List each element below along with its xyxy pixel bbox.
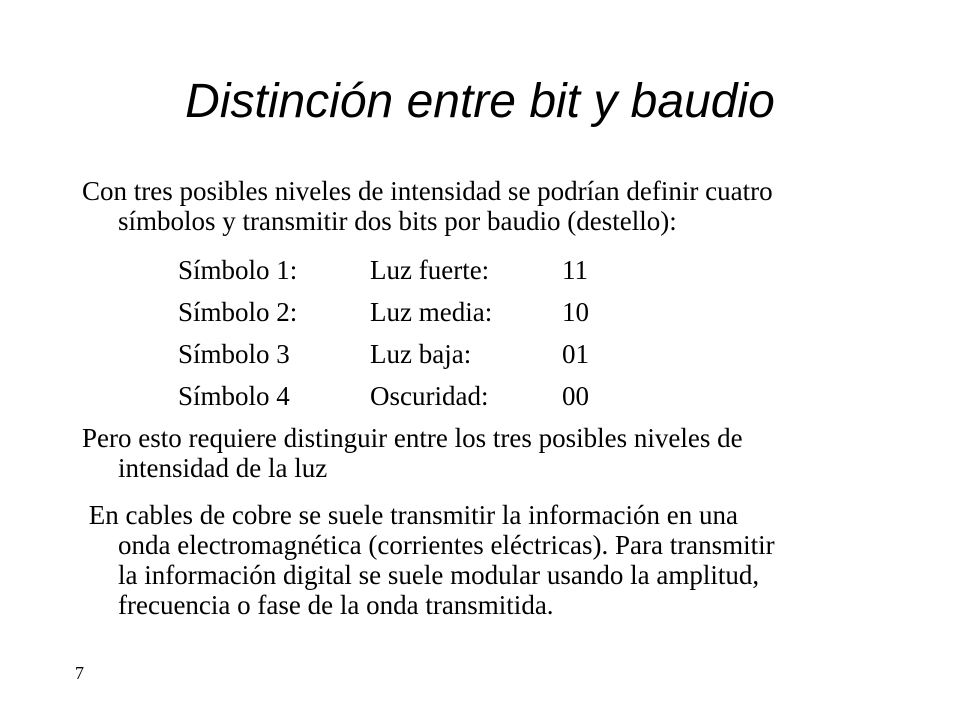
symbol-row <box>0 339 960 369</box>
symbol-label: Símbolo 2: <box>178 297 298 327</box>
note-line-2: intensidad de la luz <box>118 453 328 483</box>
intro-line-1: Con tres posibles niveles de intensidad se podrían definir cuatro <box>82 176 773 206</box>
light-level: Luz baja: <box>370 339 472 369</box>
copper-line-4: frecuencia o fase de la onda transmitida. <box>118 590 554 620</box>
intro-paragraph <box>82 176 912 236</box>
symbol-row <box>0 255 960 285</box>
symbol-label: Símbolo 4 <box>178 381 290 411</box>
copper-line-1: En cables de cobre se suele transmitir la información en una <box>82 500 739 530</box>
copper-line-3: la información digital se suele modular usando la amplitud, <box>118 560 760 590</box>
intro-line-2: símbolos y transmitir dos bits por baudio (destello): <box>118 206 677 236</box>
symbol-label: Símbolo 3 <box>178 339 290 369</box>
bit-code: 00 <box>562 381 589 411</box>
page-number: 7 <box>75 663 84 683</box>
light-level: Luz fuerte: <box>370 255 490 285</box>
symbol-row <box>0 381 960 411</box>
symbol-row <box>0 297 960 327</box>
bit-code: 10 <box>562 297 589 327</box>
slide-title: Distinción entre bit y baudio <box>185 75 775 128</box>
bit-code: 11 <box>562 255 588 285</box>
light-level: Oscuridad: <box>370 381 489 411</box>
symbol-label: Símbolo 1: <box>178 255 298 285</box>
note-paragraph <box>82 423 912 483</box>
note-line-1: Pero esto requiere distinguir entre los tres posibles niveles de <box>82 423 743 453</box>
bit-code: 01 <box>562 339 589 369</box>
copper-paragraph <box>82 500 912 620</box>
light-level: Luz media: <box>370 297 493 327</box>
copper-line-2: onda electromagnética (corrientes eléctricas). Para transmitir <box>118 530 775 560</box>
